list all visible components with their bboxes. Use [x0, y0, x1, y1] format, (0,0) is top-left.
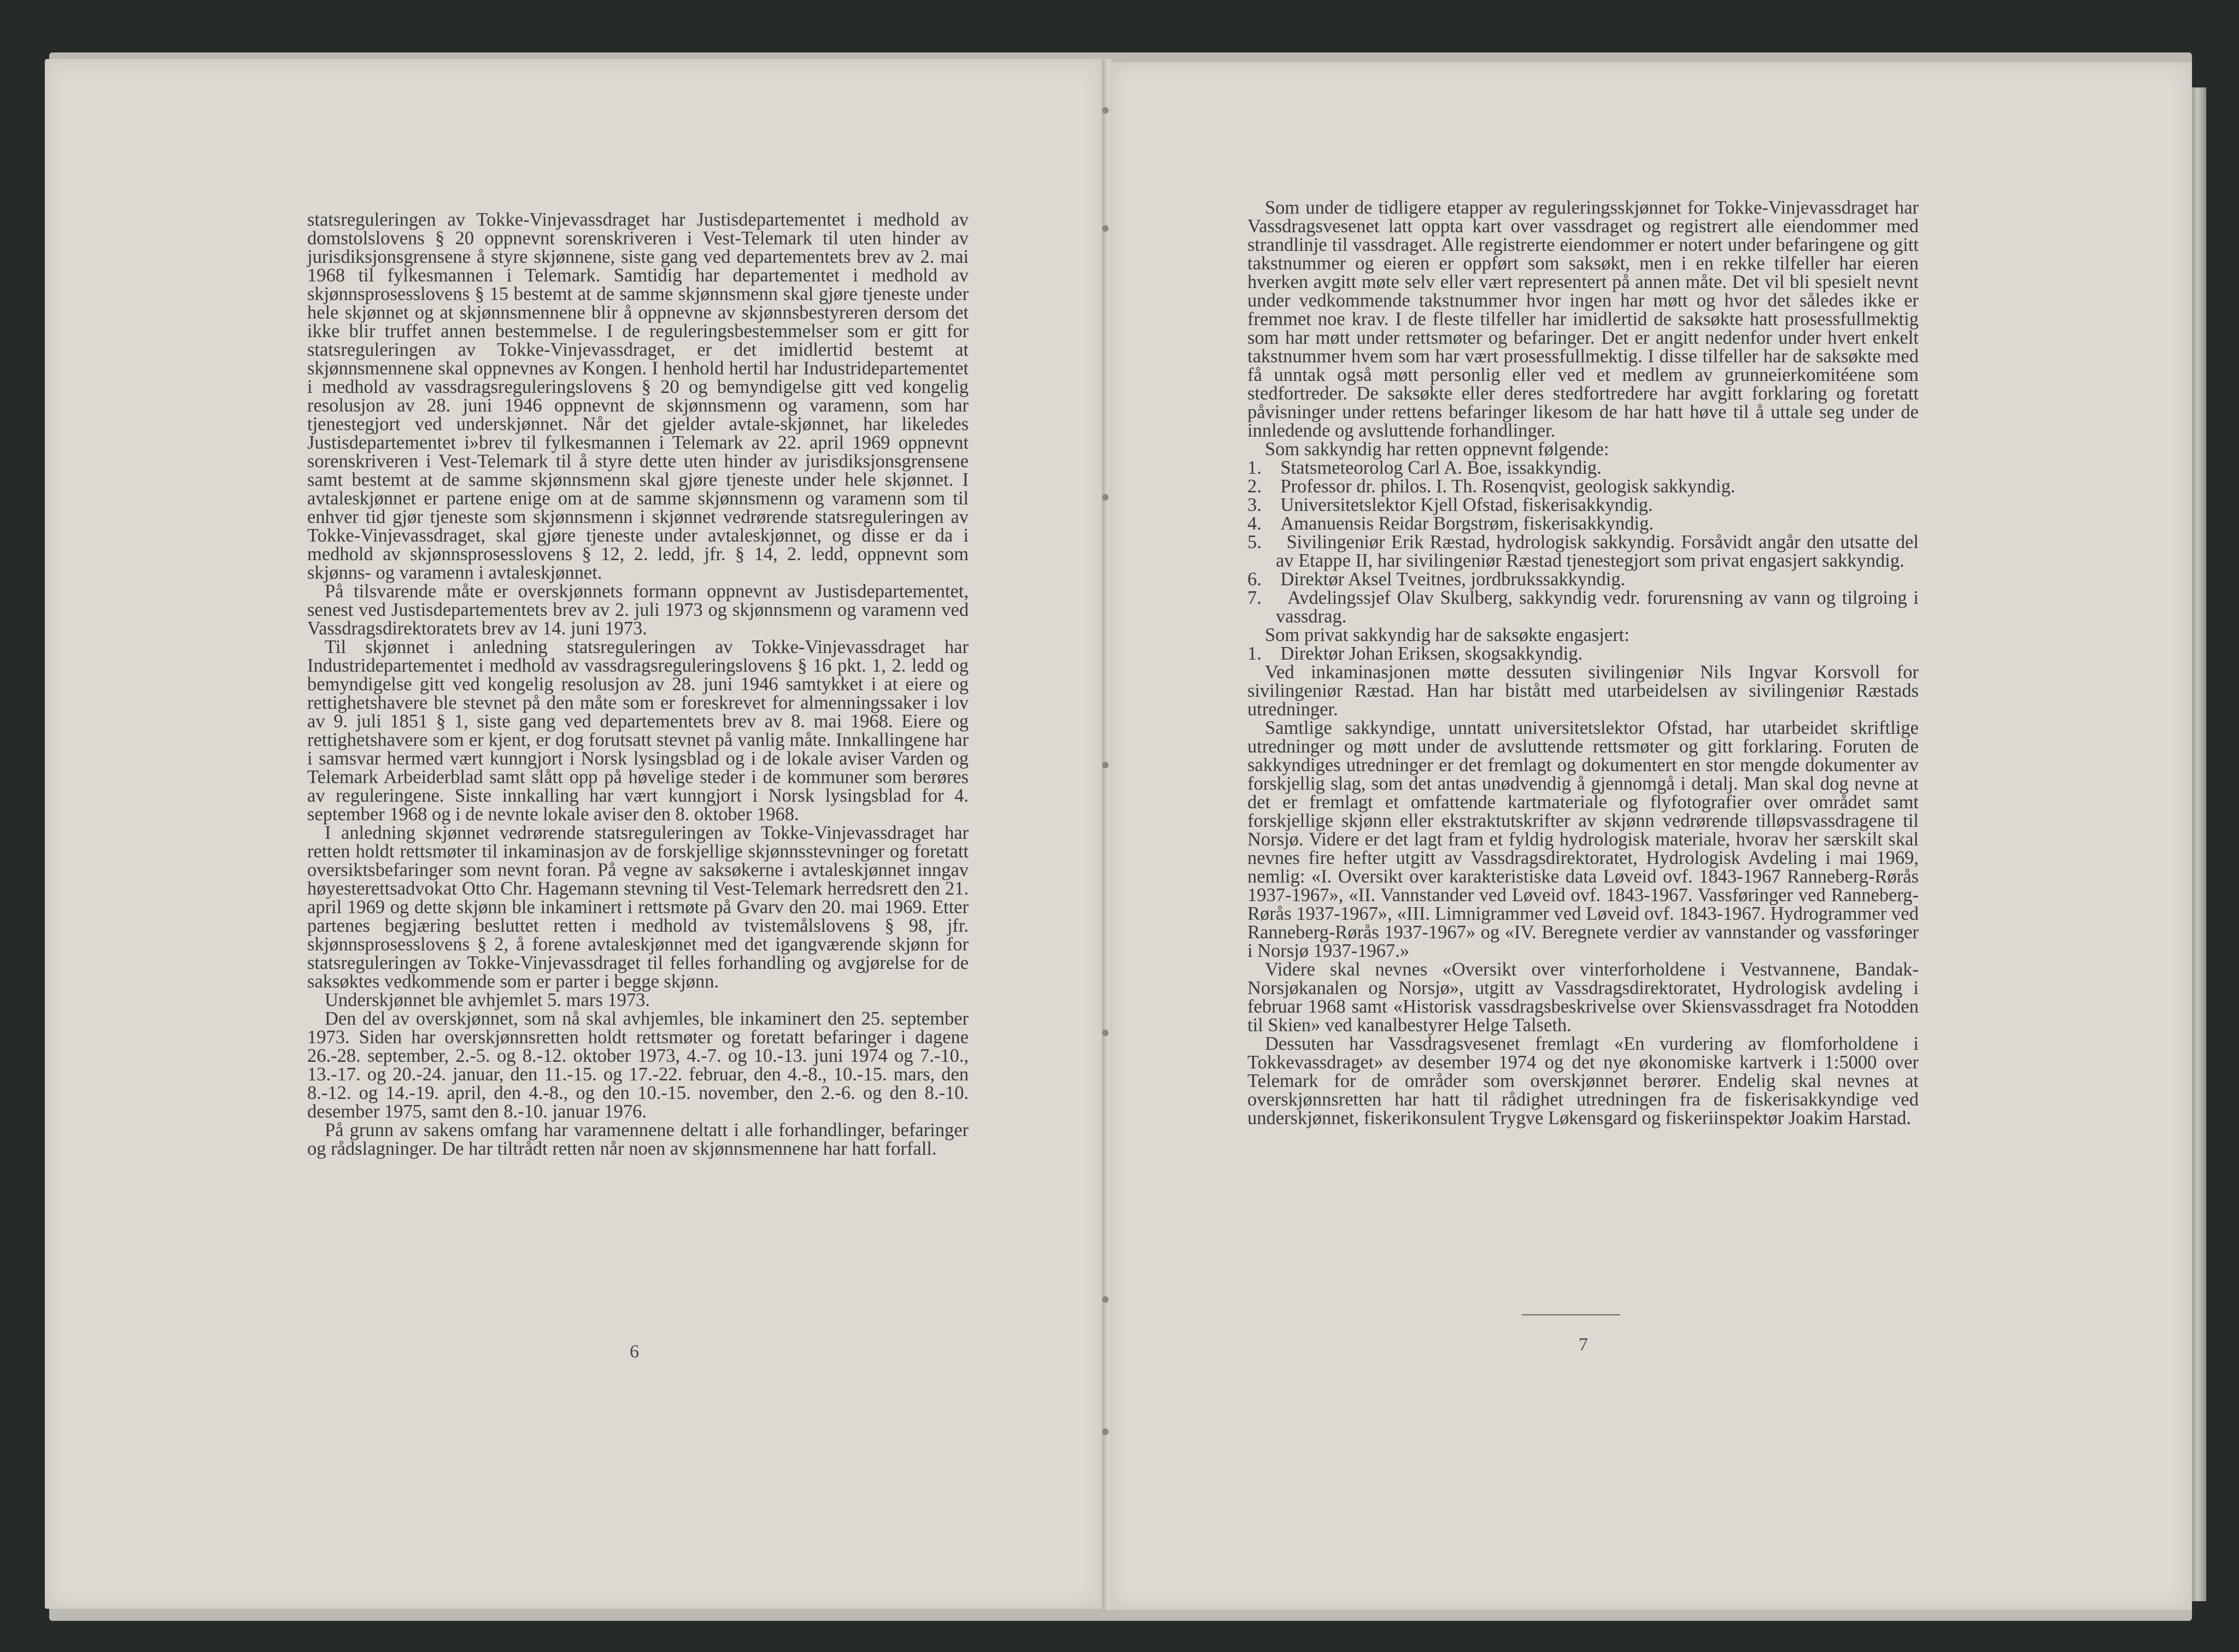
book-spine: [1102, 59, 1112, 1610]
right-page-text: [1247, 198, 1919, 1127]
stitch-hole: [1102, 225, 1109, 232]
paragraph: Til skjønnet i anledning statsreguleringen av Tokke-Vinjevassdraget har Industridepartementet i medhold av vassdragsreguleringslovens § 16 pkt. 1, 2. ledd og bemyndigelse gitt ved kongelig resolusjon av 28. juni 1946 samtykket i at eiere og rettighetshavere ble stevnet på den måte som er foreskrevet for almenningssaker i lov av 9. juli 1851 § 1, siste gang ved departementets brev av 8. mai 1968. Eiere og rettighetshavere som er kjent, er dog forutsatt stevnet på vanlig måte. Innkallingene har i samsvar hermed vært kunngjort i Norsk lysingsblad og i de lokale aviser Varden og Telemark Arbeiderblad samt slått opp på høvelige steder i de kommuner som berøres av reguleringene. Siste innkalling har vært kunngjort i Norsk lysingsblad for 4. september 1968 og i de nevnte lokale aviser den 8. oktober 1968.: [307, 637, 969, 825]
list-item: 3. Universitetslektor Kjell Ofstad, fiskerisakkyndig.: [1247, 495, 1653, 515]
paragraph: Som sakkyndig har retten oppnevnt følgende:: [1265, 439, 1609, 460]
list-item: 1. Statsmeteorolog Carl A. Boe, issakkyndig.: [1247, 457, 1602, 478]
list-item: 4. Amanuensis Reidar Borgstrøm, fiskerisakkyndig.: [1247, 513, 1654, 534]
list-item: 2. Professor dr. philos. I. Th. Rosenqvist, geologisk sakkyndig.: [1247, 476, 1736, 497]
stitch-hole: [1102, 107, 1109, 114]
closing-rule: [1522, 1314, 1620, 1315]
page-number: 6: [630, 1342, 639, 1362]
paragraph: Underskjønnet ble avhjemlet 5. mars 1973.: [325, 990, 650, 1010]
paragraph: I anledning skjønnet vedrørende statsreguleringen av Tokke-Vinjevassdraget har retten holdt rettsmøter til inkaminasjon av de forskjellige skjønnsstevninger og foretatt oversiktsbefaringer som nevnt foran. På vegne av saksøkerne i avtaleskjønnet inngav høyesterettsadvokat Otto Chr. Hagemann stevning til Vest-Telemark herredsrett den 21. april 1969 og dette skjønn ble inkaminert i rettsmøte på Gvarv den 20. mai 1969. Etter partenes begjæring besluttet retten i medhold av tvistemålslovens § 98, jfr. skjønnsprosesslovens § 2, å forene avtaleskjønnet med det igangværende skjønn for statsreguleringen av Tokke-Vinjevassdraget til felles forhandling og avgjørelse for de saksøktes vedkommende som er parter i begge skjønn.: [307, 822, 969, 992]
paragraph: Videre skal nevnes «Oversikt over vinterforholdene i Vestvannene, Bandak-Norsjøkanalen og Norsjø», utgitt av Vassdragsdirektoratet, Hydrologisk avdeling i februar 1968 samt «Historisk vassdragsbeskrivelse over Skiensvassdraget fra Notodden til Skien» ved kanalbestyrer Helge Talseth.: [1247, 959, 1919, 1036]
left-page-text: [307, 210, 969, 1158]
page-stack-edge: [2192, 87, 2206, 1601]
stitch-hole: [1102, 762, 1109, 768]
page-number: 7: [1579, 1334, 1588, 1355]
stitch-hole: [1102, 494, 1109, 501]
paragraph: Som privat sakkyndig har de saksøkte engasjert:: [1265, 625, 1630, 645]
list-item: 1. Direktør Johan Eriksen, skogsakkyndig.: [1247, 643, 1583, 664]
list-item: 6. Direktør Aksel Tveitnes, jordbrukssakkyndig.: [1247, 569, 1626, 590]
paragraph: Ved inkaminasjonen møtte dessuten sivilingeniør Nils Ingvar Korsvoll for sivilingeniør Ræstad. Han har bistått med utarbeidelsen av sivilingeniør Ræstads utredninger.: [1247, 662, 1919, 720]
paragraph: Dessuten har Vassdragsvesenet fremlagt «En vurdering av flomforholdene i Tokkevassdraget» av desember 1974 og det nye økonomiske kartverk i 1:5000 over Telemark for de områder som overskjønnet berører. Endelig skal nevnes at overskjønnsretten har hatt til rådighet utredningen fra de fiskerisakkyndige ved underskjønnet, fiskerikonsulent Trygve Løkensgard og fiskeriinspektør Joakim Harstad.: [1247, 1033, 1919, 1128]
stitch-hole: [1102, 1296, 1109, 1303]
list-item: 5. Sivilingeniør Erik Ræstad, hydrologisk sakkyndig. Forsåvidt angår den utsatte del av Etappe II, har sivilingeniør Ræstad tjenestegjort som privat engasjert sakkyndig.: [1247, 532, 1919, 571]
stitch-hole: [1102, 1030, 1109, 1036]
stitch-hole: [1102, 1428, 1109, 1435]
paragraph: statsreguleringen av Tokke-Vinjevassdraget har Justisdepartementet i medhold av domstolslovens § 20 oppnevnt sorenskriveren i Vest-Telemark til uten hinder av jurisdiksjonsgrensene å styre skjønnene, siste gang ved departementets brev av 2. mai 1968 til fylkesmannen i Telemark. Samtidig har departementet i medhold av skjønnsprosesslovens § 15 bestemt at de samme skjønnsmenn skal gjøre tjeneste under hele skjønnet og at skjønnsmennene blir å oppnevne av skjønnsbestyreren dersom det ikke blir truffet annen bestemmelse. I de reguleringsbestemmelser som er gitt for statsreguleringen av Tokke-Vinjevassdraget, er det imidlertid bestemt at skjønnsmennene skal oppnevnes av Kongen. I henhold hertil har Industridepartementet i medhold av vassdragsreguleringslovens § 20 og bemyndigelse gitt ved kongelig resolusjon av 28. juni 1946 oppnevnt de skjønnsmenn og varamenn, som har tjenestegjort ved underskjønnet. Når det gjelder avtale-skjønnet, har likeledes Justisdepartementet i»brev til fylkesmannen i Telemark av 22. april 1969 oppnevnt sorenskriveren i Vest-Telemark til å styre dette uten hinder av jurisdiksjonsgrensene samt bestemt at de samme skjønnsmenn skal gjøre tjeneste under hele skjønnet. I avtaleskjønnet er partene enige om at de samme skjønnsmenn og varamenn som til enhver tid gjør tjeneste som skjønnsmenn i skjønnet vedrørende statsreguleringen av Tokke-Vinjevassdraget, skal gjøre tjeneste under avtaleskjønnet, og disse er da i medhold av skjønnsprosesslovens § 12, 2. ledd, jfr. § 14, 2. ledd, oppnevnt som skjønns- og varamenn i avtaleskjønnet.: [307, 209, 969, 583]
paragraph: På grunn av sakens omfang har varamennene deltatt i alle forhandlinger, befaringer og rådslagninger. De har tiltrådt retten når noen av skjønnsmennene har hatt forfall.: [307, 1120, 969, 1159]
paragraph: Som under de tidligere etapper av reguleringsskjønnet for Tokke-Vinjevassdraget har Vassdragsvesenet latt oppta kart over vassdraget og registrert alle eiendommer med strandlinje til vassdraget. Alle registrerte eiendommer er notert under befaringene og gitt takstnummer og eieren er oppført som saksøkt, men i en rekke tilfeller har eieren hverken avgitt møte selv eller vært representert på annen måte. Det vil bli spesielt nevnt under vedkommende takstnummer hvor ingen har møtt og hvor det således ikke er fremmet noe krav. I de fleste tilfeller har imidlertid de saksøkte hatt prosessfullmektig som har møtt under rettsmøter og befaringer. Det er angitt nedenfor under hvert enkelt takstnummer hvem som har vært prosessfullmektig. I disse tilfeller har de saksøkte med få unntak også møtt personlig eller ved et medlem av grunneierkomitéene som stedfortreder. De saksøkte eller deres stedfortredere har avgitt forklaring og foretatt påvisninger under rettens befaringer likesom de har hatt høve til å uttale seg under de innledende og avsluttende forhandlinger.: [1247, 197, 1919, 441]
paragraph: På tilsvarende måte er overskjønnets formann oppnevnt av Justisdepartementet, senest ved Justisdepartementets brev av 2. juli 1973 og skjønnsmenn og varamenn ved Vassdragsdirektoratets brev av 14. juni 1973.: [307, 581, 969, 639]
paragraph: Samtlige sakkyndige, unntatt universitetslektor Ofstad, har utarbeidet skriftlige utredninger og møtt under de avsluttende rettsmøter og gitt forklaring. Foruten de sakkyndiges utredninger er det fremlagt og dokumentert en stor mengde dokumenter av forskjellig slag, som det antas unødvendig å gjennomgå i detalj. Man skal dog nevne at det er fremlagt et omfattende kartmateriale og flyfotografier over området samt forskjellige skjønn eller ekstraktutskrifter av skjønn vedrørende tilløpsvassdragene til Norsjø. Videre er det lagt fram et fyldig hydrologisk materiale, hvorav her særskilt skal nevnes fire hefter utgitt av Vassdragsdirektoratet, Hydrologisk Avdeling i mai 1969, nemlig: «I. Oversikt over karakteristiske data Løveid ovf. 1843-1967 Ranneberg-Rørås 1937-1967», «II. Vannstander ved Løveid ovf. 1843-1967. Vassføringer ved Ranneberg-Rørås 1937-1967», «III. Limnigrammer ved Løveid ovf. 1843-1967. Hydrogrammer ved Ranneberg-Rørås 1937-1967» og «IV. Beregnete verdier av vannstander og vassføringer i Norsjø 1937-1967.»: [1247, 718, 1919, 961]
paragraph: Den del av overskjønnet, som nå skal avhjemles, ble inkaminert den 25. september 1973. Siden har overskjønnsretten holdt rettsmøter og foretatt befaringer i dagene 26.-28. september, 2.-5. og 8.-12. oktober 1973, 4.-7. og 10.-13. juni 1974 og 7.-10., 13.-17. og 20.-24. januar, den 11.-15. og 17.-22. februar, den 4.-8., 10.-15. mars, den 8.-12. og 14.-19. april, den 4.-8., og den 10.-15. november, den 2.-6. og den 8.-10. desember 1975, samt den 8.-10. januar 1976.: [307, 1008, 969, 1122]
list-item: 7. Avdelingssjef Olav Skulberg, sakkyndig vedr. forurensning av vann og tilgroing i vassdrag.: [1247, 587, 1919, 627]
